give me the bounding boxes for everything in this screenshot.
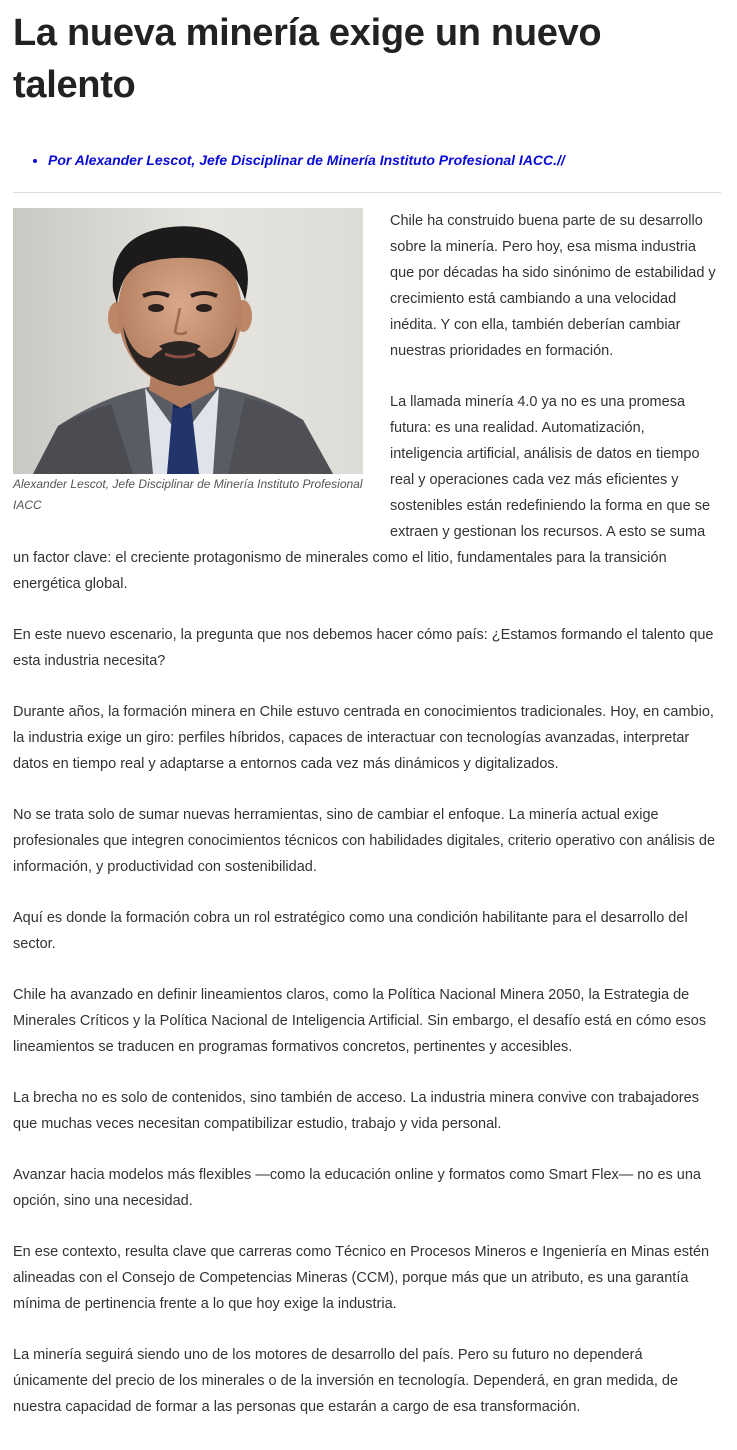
paragraph-4: Durante años, la formación minera en Chile estuvo centrada en conocimientos tradicionales. Hoy, en cambio, la industria exige un giro: perfiles híbridos, capaces de interactuar con tecnologías avanzadas, interpretar datos en tiempo real y adaptarse a entornos cada vez más dinámicos y digitalizados. (13, 704, 714, 772)
article-title: La nueva minería exige un nuevo talento (13, 12, 602, 106)
paragraph-10: En ese contexto, resulta clave que carreras como Técnico en Procesos Mineros e Ingeniería en Minas estén alineadas con el Consejo de Competencias Mineras (CCM), porque más que un atributo, es una garantía mínima de pertinencia frente a lo que hoy exige la industria. (13, 1244, 710, 1312)
paragraph-3: En este nuevo escenario, la pregunta que nos debemos hacer cómo país: ¿Estamos formando el talento que esta industria necesita? (13, 627, 714, 669)
author-figure (13, 208, 363, 541)
byline: • Por Alexander Lescot, Jefe Disciplinar de Minería Instituto Profesional IACC.// (48, 151, 721, 169)
paragraph-1: Chile ha construido buena parte de su desarrollo sobre la minería. Pero hoy, esa misma industria que por décadas ha sido sinónimo de estabilidad y crecimiento está cambiando a una velocidad inédita. Y con ella, también deberían cambiar nuestras prioridades en formación. (390, 213, 716, 359)
author-photo[interactable] (13, 208, 363, 474)
byline-list (13, 151, 721, 169)
photo-caption: Alexander Lescot, Jefe Disciplinar de Minería Instituto Profesional IACC (13, 477, 363, 512)
article-body (13, 208, 721, 1420)
paragraph-2: La llamada minería 4.0 ya no es una promesa futura: es una realidad. Automatización, inteligencia artificial, análisis de datos en tiempo real y operaciones cada vez más eficientes y sostenibles están redefiniendo la forma en que se extraen y gestionan los recursos. A esto se suma un factor clave: el creciente protagonismo de minerales como el litio, fundamentales para la transición energética global. (13, 394, 711, 592)
paragraph-6: Aquí es donde la formación cobra un rol estratégico como una condición habilitante para el desarrollo del sector. (13, 910, 688, 952)
paragraph-9: Avanzar hacia modelos más flexibles —como la educación online y formatos como Smart Flex— no es una opción, sino una necesidad. (13, 1167, 701, 1209)
divider (13, 192, 721, 193)
paragraph-11: La minería seguirá siendo uno de los motores de desarrollo del país. Pero su futuro no dependerá únicamente del precio de los minerales o de la inversión en tecnología. Dependerá, en gran medida, de nuestra capacidad de formar a las personas que estarán a cargo de esa transformación. (13, 1347, 679, 1415)
paragraph-8: La brecha no es solo de contenidos, sino también de acceso. La industria minera convive con trabajadores que muchas veces necesitan compatibilizar estudio, trabajo y vida personal. (13, 1090, 699, 1132)
paragraph-7: Chile ha avanzado en definir lineamientos claros, como la Política Nacional Minera 2050, la Estrategia de Minerales Críticos y la Política Nacional de Inteligencia Artificial. Sin embargo, el desafío está en cómo esos lineamientos se traducen en programas formativos concretos, pertinentes y accesibles. (13, 987, 707, 1055)
paragraph-5: No se trata solo de sumar nuevas herramientas, sino de cambiar el enfoque. La minería actual exige profesionales que integren conocimientos técnicos con habilidades digitales, criterio operativo con análisis de información, y productividad con sostenibilidad. (13, 807, 716, 875)
